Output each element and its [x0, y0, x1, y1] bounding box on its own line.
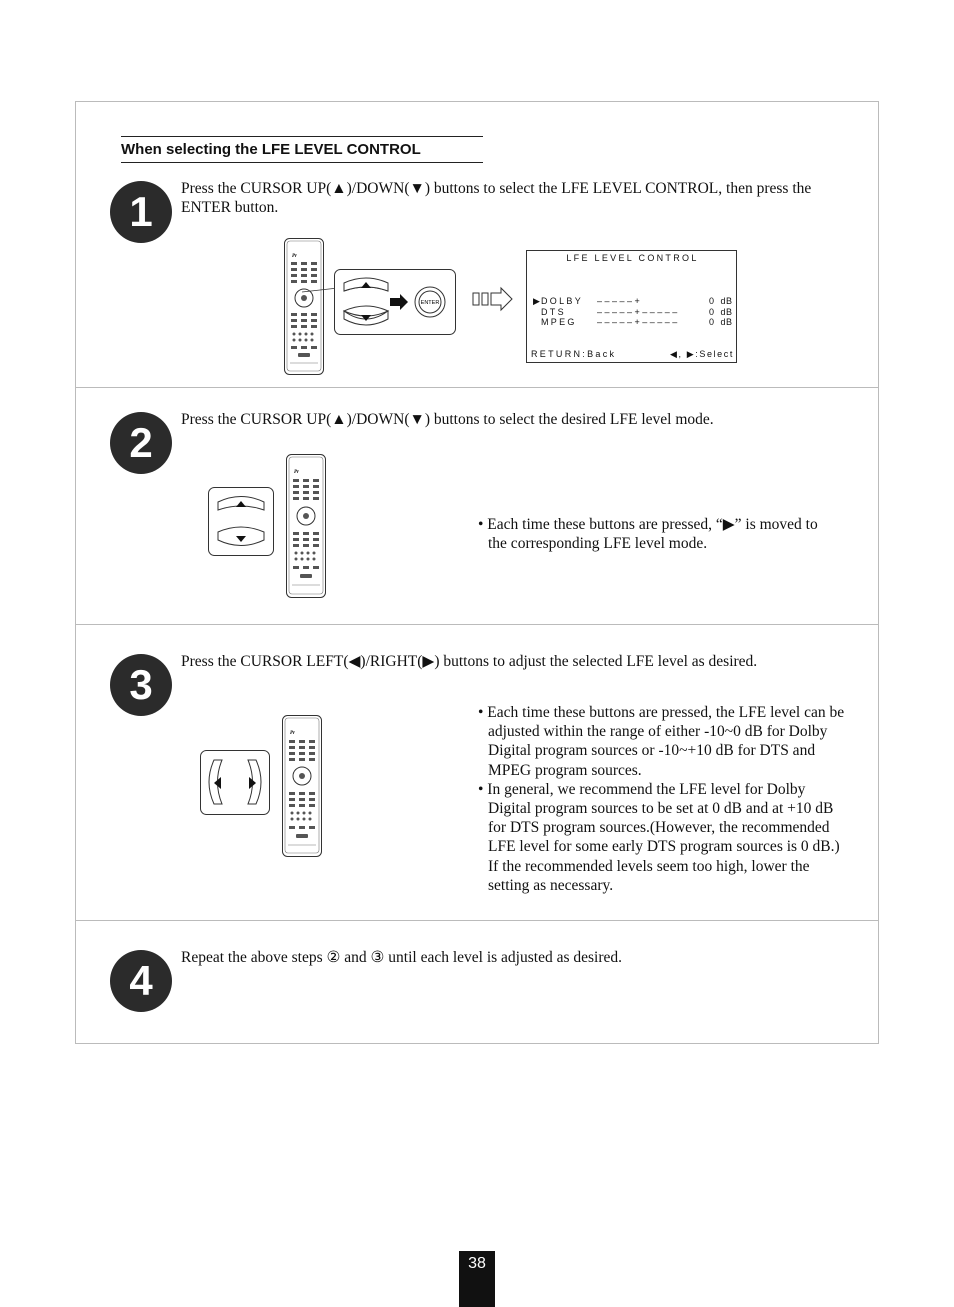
osd-row-bar: – – – – – + [597, 296, 640, 306]
step-2-text: Press the CURSOR UP(▲)/DOWN(▼) buttons to select the desired LFE level mode. [181, 411, 714, 428]
osd-row-bar: – – – – – + – – – – – [597, 317, 678, 327]
page-number: 38 [459, 1251, 495, 1307]
step-2-notes: • Each time these buttons are pressed, “▶” is moved to the corresponding LFE level mode. [478, 516, 818, 553]
step-number-1: 1 [110, 181, 172, 243]
step-3-text: Press the CURSOR LEFT(◀)/RIGHT(▶) buttons to adjust the selected LFE level as desired. [181, 653, 758, 670]
osd-row-label: DTS [541, 307, 566, 317]
cursor-up-down-enter-callout [334, 269, 456, 335]
osd-row-value: 0 dB [709, 296, 733, 306]
svg-text:Pr: Pr [290, 731, 295, 736]
step-number-4: 4 [110, 950, 172, 1012]
osd-title: LFE LEVEL CONTROL [566, 253, 699, 263]
osd-row-value: 0 dB [709, 307, 733, 317]
svg-text:Pr: Pr [294, 470, 299, 475]
osd-row-label: DOLBY [541, 296, 584, 306]
svg-text:ENTER: ENTER [420, 300, 440, 306]
osd-row-bar: – – – – – + – – – – – [597, 307, 678, 317]
content-frame [75, 101, 879, 1044]
step-number-2: 2 [110, 412, 172, 474]
step-3-notes: • Each time these buttons are pressed, the LFE level can be adjusted within the range of either -10~0 dB for Dolby Digital program sources or -10~+10 dB for DTS and MPEG program sources. • In general, we recommend the LFE level for Dolby Digital program sources to be set at 0 dB and at +10 dB for DTS program sources.(However, the recommended LFE level for some early DTS program sources is 0 dB.) If the recommended levels seem too high, lower the setting as necessary. [478, 704, 845, 894]
osd-footer-left: RETURN:Back [531, 349, 617, 359]
divider-3 [75, 920, 879, 921]
cursor-up-down-callout [208, 487, 274, 556]
remote-control-icon [286, 454, 326, 599]
section-heading: When selecting the LFE LEVEL CONTROL [121, 136, 483, 163]
osd-footer-right: ◀, ▶:Select [670, 349, 734, 359]
step-4-text: Repeat the above steps ② and ③ until each level is adjusted as desired. [181, 949, 622, 966]
step-1-text: Press the CURSOR UP(▲)/DOWN(▼) buttons to select the LFE LEVEL CONTROL, then press the ENTER button. [181, 180, 812, 216]
remote-control-icon [282, 715, 322, 858]
step-number-3: 3 [110, 654, 172, 716]
osd-cursor-icon: ▶ [533, 296, 543, 306]
svg-text:Pr: Pr [292, 254, 297, 259]
osd-row-value: 0 dB [709, 317, 733, 327]
divider-1 [75, 387, 879, 388]
divider-2 [75, 624, 879, 625]
cursor-left-right-callout [200, 750, 270, 815]
osd-row-label: MPEG [541, 317, 577, 327]
osd-screen [526, 250, 737, 363]
next-arrow-icon [472, 287, 514, 311]
